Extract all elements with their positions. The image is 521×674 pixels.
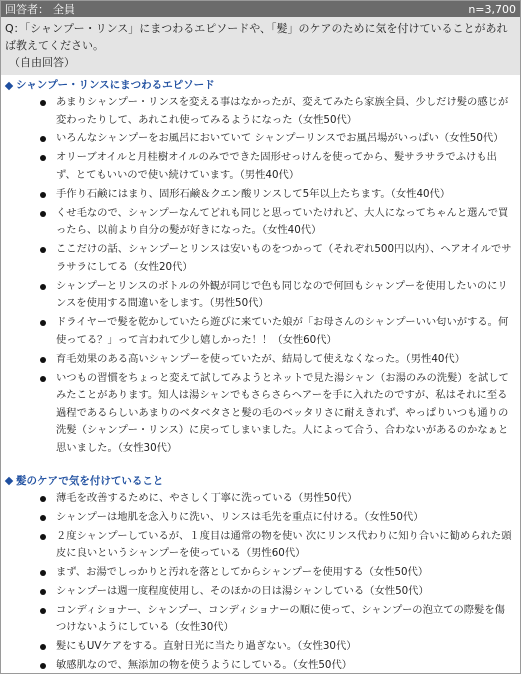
answer-text: いろんなシャンプーをお風呂においていて シャンプーリンスでお風呂場がいっぱい（女性50代） bbox=[56, 132, 504, 145]
bullet-icon bbox=[40, 192, 46, 198]
answer-text: シャンプーは地肌を念入りに洗い、リンスは毛先を重点に付ける。（女性50代） bbox=[56, 510, 424, 523]
list-item bbox=[36, 370, 520, 458]
bullet-icon bbox=[40, 100, 46, 106]
list-item bbox=[36, 186, 520, 204]
bullet-icon bbox=[40, 608, 46, 614]
list-item bbox=[36, 130, 520, 148]
answer-text: ２度シャンプーしているが、１度目は通常の物を使い 次にリンス代わりに知り合いに勧められた頭皮に良いというシャンプーを使っている（男性60代） bbox=[56, 529, 512, 560]
bullet-icon bbox=[40, 376, 46, 382]
answer-text: コンディショナー、シャンプー、コンディショナーの順に使って、シャンプーの泡立ての際髪を傷つけないようにしている（女性30代） bbox=[56, 603, 505, 634]
bullet-icon bbox=[40, 357, 46, 363]
section-episodes bbox=[1, 77, 520, 458]
list-item bbox=[36, 638, 520, 656]
list-item bbox=[36, 583, 520, 601]
answer-text: 敏感肌なので、無添加の物を使うようにしている。（女性50代） bbox=[56, 659, 353, 672]
respondent-info bbox=[5, 1, 75, 17]
respondent-value: 全員 bbox=[53, 3, 75, 16]
answer-text: 育毛効果のある高いシャンプーを使っていたが、結局して使えなくなった。（男性40代） bbox=[56, 352, 466, 365]
list-item bbox=[36, 509, 520, 527]
list-item bbox=[36, 351, 520, 369]
list-item bbox=[36, 205, 520, 240]
answer-text: いつもの習慣をちょっと変えて試してみようとネットで見た湯シャン（お湯のみの洗髪）を試してみたことがあります。知人は湯シャンでもさらさらヘアーを手に入れたのですが、私はそれに至る過程であるらしいあまりのベタベタさと髪の毛のベッタリさに耐えきれず、やっぱりいつも通りの洗髪（シャンプー・リンス）に戻ってしまいました。人によって合う、合わないがあるのかなぁと思いました。（女性30代） bbox=[56, 371, 509, 454]
sample-count: n=3,700 bbox=[468, 2, 516, 16]
answer-list bbox=[1, 94, 520, 458]
section-title bbox=[1, 77, 520, 94]
answer-text: ドライヤーで髪を乾かしていたら遊びに来ていた娘が「お母さんのシャンプーいい匂いがする。何使ってる？」って言われて少し嬉しかった！！（女性60代） bbox=[56, 316, 509, 346]
diamond-icon bbox=[5, 477, 13, 485]
answer-text: 薄毛を改善するために、やさしく丁寧に洗っている（男性50代） bbox=[56, 491, 358, 504]
section-title bbox=[1, 473, 520, 490]
bullet-icon bbox=[40, 534, 46, 540]
answer-text: 髪にもUVケアをする。直射日光に当たり過ぎない。（女性30代） bbox=[56, 640, 357, 653]
list-item bbox=[36, 94, 520, 129]
answer-text: 手作り石鹸にはまり、固形石鹸＆クエン酸リンスして5年以上たちます。（女性40代） bbox=[56, 187, 451, 200]
section-hair-care bbox=[1, 473, 520, 674]
answer-text: まず、お湯でしっかりと汚れを落としてからシャンプーを使用する（女性50代） bbox=[56, 566, 429, 579]
list-item bbox=[36, 314, 520, 349]
answer-text: ここだけの話、シャンプーとリンスは安いものをつかって（それぞれ500円以内）、ヘアオイルでサラサラにしてる（女性20代） bbox=[56, 243, 512, 273]
bullet-icon bbox=[40, 663, 46, 669]
answer-text: あまりシャンプー・リンスを変える事はなかったが、変えてみたら家族全員、少しだけ髪の感じが変わったりして、あれこれ使ってみるようになった（女性50代） bbox=[56, 96, 509, 126]
section-spacer bbox=[1, 459, 520, 471]
diamond-icon bbox=[5, 81, 13, 89]
bullet-icon bbox=[40, 211, 46, 217]
bullet-icon bbox=[40, 155, 46, 161]
list-item bbox=[36, 278, 520, 313]
answer-text: オリーブオイルと月桂樹オイルのみでできた固形せっけんを使ってから、髪サラサラでふけも出ず、とてもいいので使い続けています。（男性40代） bbox=[56, 151, 497, 181]
bullet-icon bbox=[40, 320, 46, 326]
bullet-icon bbox=[40, 496, 46, 502]
question-text: Q：「シャンプー・リンス」にまつわるエピソードや、「髪」のケアのために気を付けていることがあれば教えてください。 bbox=[5, 22, 508, 52]
answer-text: シャンプーとリンスのボトルの外観が同じで色も同じなので何回もシャンプーを使用したいのにリンスを使用する間違いをします。（男性50代） bbox=[56, 279, 508, 310]
bullet-icon bbox=[40, 589, 46, 595]
section-title-text: 髪のケアで気を付けていること bbox=[16, 474, 164, 487]
list-item bbox=[36, 490, 520, 508]
answer-text: くせ毛なので、シャンプーなんてどれも同じと思っていたけれど、大人になってちゃんと選んで買ったら、以前より自分の髪が好きになった。（女性40代） bbox=[56, 206, 509, 237]
list-item bbox=[36, 602, 520, 637]
bullet-icon bbox=[40, 644, 46, 650]
bullet-icon bbox=[40, 247, 46, 253]
respondent-label: 回答者： bbox=[5, 3, 49, 16]
list-item bbox=[36, 528, 520, 563]
list-item bbox=[36, 657, 520, 674]
answer-list bbox=[1, 490, 520, 674]
list-item bbox=[36, 149, 520, 184]
question-note: （自由回答） bbox=[9, 56, 75, 69]
bullet-icon bbox=[40, 136, 46, 142]
list-item bbox=[36, 241, 520, 276]
header-bar bbox=[1, 1, 520, 17]
bullet-icon bbox=[40, 515, 46, 521]
question-box bbox=[1, 17, 520, 75]
answer-text: シャンプーは週一度程度使用し、そのほかの日は湯シャンしている（女性50代） bbox=[56, 585, 429, 597]
bullet-icon bbox=[40, 284, 46, 290]
section-title-text: シャンプー・リンスにまつわるエピソード bbox=[16, 79, 215, 91]
bullet-icon bbox=[40, 570, 46, 576]
list-item bbox=[36, 564, 520, 582]
